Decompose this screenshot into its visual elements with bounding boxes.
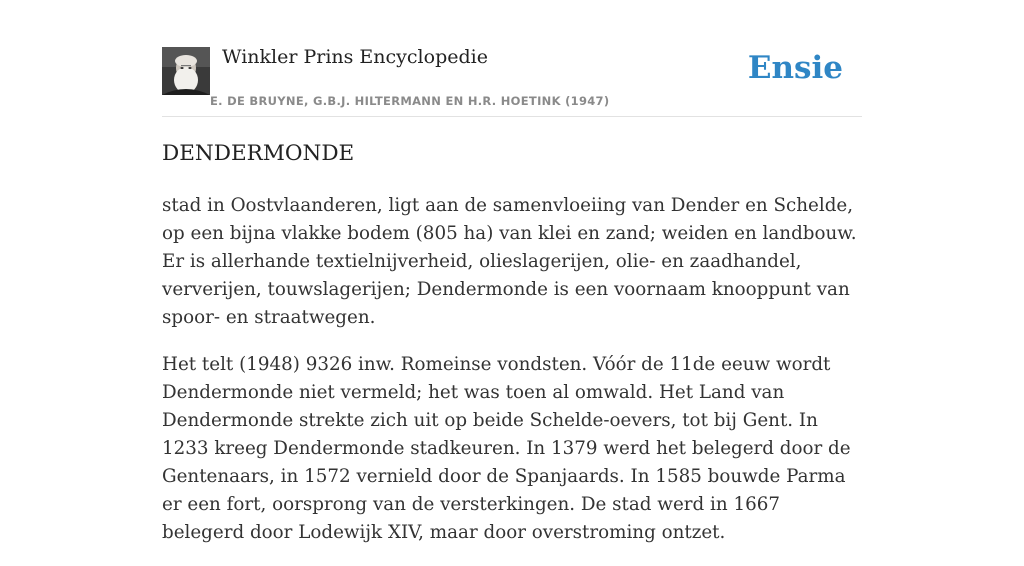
brand-logo[interactable]: Ensie <box>747 50 843 86</box>
source-title[interactable]: Winkler Prins Encyclopedie <box>222 46 488 68</box>
author-avatar[interactable] <box>162 47 210 95</box>
author-portrait-icon <box>162 47 210 95</box>
entry-paragraph: Het telt (1948) 9326 inw. Romeinse vondsten. Vóór de 11de eeuw wordt Dendermonde niet vermeld; het was toen al omwald. Het Land van Dendermonde strekte zich uit op beide Schelde-oevers, tot bij Gent. In 1233 kreeg Dendermonde stadkeuren. In 1379 werd het belegerd door de Gentenaars, in 1572 vernield door de Spanjaards. In 1585 bouwde Parma er een fort, oorsprong van de versterkingen. De stad werd in 1667 belegerd door Lodewijk XIV, maar door overstroming ontzet. <box>162 354 851 543</box>
entry-paragraph: stad in Oostvlaanderen, ligt aan de samenvloeiing van Dender en Schelde, op een bijna vlakke bodem (805 ha) van klei en zand; weiden en landbouw. Er is allerhande textielnijverheid, olieslagerijen, olie- en zaadhandel, ververijen, touwslagerijen; Dendermonde is een voornaam knooppunt van spoor- en straatwegen. <box>162 195 857 328</box>
entry-title: DENDERMONDE <box>162 141 355 166</box>
entry-body <box>162 192 862 566</box>
source-authors: E. DE BRUYNE, G.B.J. HILTERMANN EN H.R. HOETINK (1947) <box>210 94 610 108</box>
source-header <box>162 45 862 117</box>
